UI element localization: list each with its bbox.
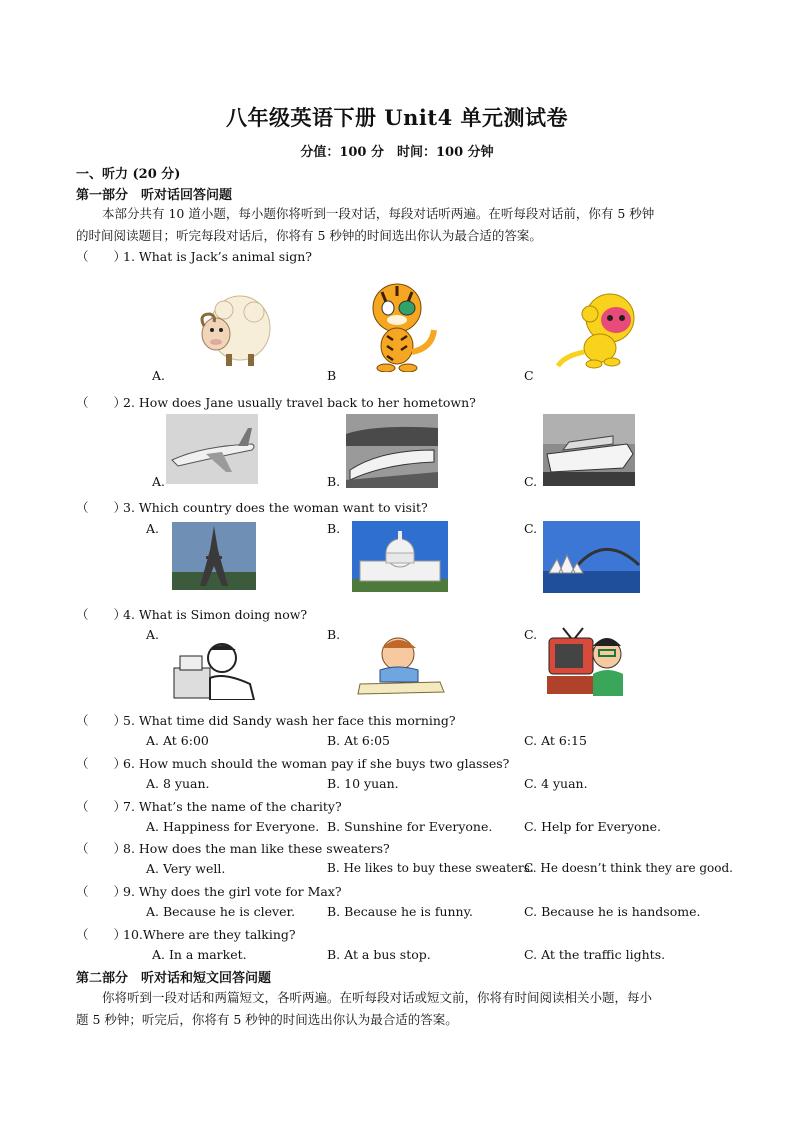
option-7c[interactable]: C. Help for Everyone. (524, 819, 662, 834)
question-text: 6. How much should the woman pay if she buys two glasses? (123, 756, 510, 771)
reading-picture (352, 630, 448, 698)
option-6c[interactable]: C. 4 yuan. (524, 776, 588, 791)
option-5a[interactable]: A. At 6:00 (146, 733, 209, 748)
question-10 (76, 925, 296, 943)
question-9 (76, 882, 342, 900)
monkey-picture (554, 290, 644, 370)
question-4 (76, 605, 307, 623)
question-text: 7. What’s the name of the charity? (123, 799, 342, 814)
option-10c[interactable]: C. At the traffic lights. (524, 947, 666, 962)
question-6 (76, 754, 509, 772)
answer-blank[interactable]: （ ） (76, 713, 127, 728)
answer-blank[interactable]: （ ） (76, 756, 127, 771)
option-4a[interactable]: A. (146, 627, 160, 642)
section-listening: 一、听力 (20 分) (76, 167, 181, 182)
option-7b[interactable]: B. Sunshine for Everyone. (327, 819, 493, 834)
option-8b[interactable]: B. He likes to buy these sweaters. (327, 861, 534, 875)
answer-blank[interactable]: （ ） (76, 249, 127, 264)
option-9a[interactable]: A. Because he is clever. (146, 904, 296, 919)
question-text: 1. What is Jack’s animal sign? (123, 249, 312, 264)
eiffel-tower-photo (172, 522, 256, 590)
part1-instructions-2: 的时间阅读题目；听完每段对话后，你将有 5 秒钟的时间选出你认为最合适的答案。 (76, 228, 542, 243)
option-4b[interactable]: B. (327, 627, 341, 642)
part1-instructions-1: 本部分共有 10 道小题，每小题你将听到一段对话，每段对话听两遍。在听每段对话前，你有 5 秒钟 (102, 206, 655, 221)
option-9b[interactable]: B. Because he is funny. (327, 904, 473, 919)
option-1c[interactable]: C (524, 368, 534, 383)
sydney-opera-house-photo (543, 521, 640, 593)
answer-blank[interactable]: （ ） (76, 500, 127, 515)
option-4c[interactable]: C. (524, 627, 538, 642)
ship-photo (543, 414, 635, 486)
option-5b[interactable]: B. At 6:05 (327, 733, 391, 748)
question-2 (76, 393, 476, 411)
option-3a[interactable]: A. (146, 521, 160, 536)
page-title: 八年级英语下册 Unit4 单元测试卷 (226, 105, 568, 130)
option-3c[interactable]: C. (524, 521, 538, 536)
question-text: 8. How does the man like these sweaters? (123, 841, 390, 856)
part1-heading: 第一部分 听对话回答问题 (76, 188, 233, 203)
answer-blank[interactable]: （ ） (76, 607, 127, 622)
score-time: 分值：100 分 时间：100 分钟 (300, 145, 494, 160)
question-8 (76, 839, 390, 857)
option-7a[interactable]: A. Happiness for Everyone. (146, 819, 320, 834)
airplane-photo (166, 414, 258, 484)
answer-blank[interactable]: （ ） (76, 395, 127, 410)
option-10b[interactable]: B. At a bus stop. (327, 947, 431, 962)
question-text: 10.Where are they talking? (123, 927, 296, 942)
question-3 (76, 498, 428, 516)
part2-instructions-2: 题 5 秒钟；听完后，你将有 5 秒钟的时间选出你认为最合适的答案。 (76, 1012, 458, 1027)
part2-heading: 第二部分 听对话和短文回答问题 (76, 971, 272, 986)
question-text: 9. Why does the girl vote for Max? (123, 884, 342, 899)
answer-blank[interactable]: （ ） (76, 884, 127, 899)
option-5c[interactable]: C. At 6:15 (524, 733, 587, 748)
question-1 (76, 247, 312, 265)
train-photo (346, 414, 438, 488)
option-2c[interactable]: C. (524, 474, 538, 489)
option-3b[interactable]: B. (327, 521, 341, 536)
answer-blank[interactable]: （ ） (76, 799, 127, 814)
question-text: 3. Which country does the woman want to visit? (123, 500, 428, 515)
tiger-picture (354, 280, 440, 372)
option-1b[interactable]: B (327, 368, 337, 383)
option-8a[interactable]: A. Very well. (146, 861, 226, 876)
option-6b[interactable]: B. 10 yuan. (327, 776, 399, 791)
question-5 (76, 711, 456, 729)
option-2a[interactable]: A. (152, 474, 166, 489)
part2-instructions-1: 你将听到一段对话和两篇短文，各听两遍。在听每段对话或短文前，你将有时间阅读相关小题，每小 (102, 990, 653, 1005)
answer-blank[interactable]: （ ） (76, 841, 127, 856)
sheep-picture (196, 290, 272, 370)
question-text: 4. What is Simon doing now? (123, 607, 308, 622)
option-1a[interactable]: A. (152, 368, 166, 383)
question-text: 5. What time did Sandy wash her face this morning? (123, 713, 456, 728)
answer-blank[interactable]: （ ） (76, 927, 127, 942)
question-7 (76, 797, 342, 815)
option-8c[interactable]: C. He doesn’t think they are good. (524, 861, 733, 875)
question-text: 2. How does Jane usually travel back to her hometown? (123, 395, 476, 410)
phone-call-picture (170, 638, 258, 700)
capitol-photo (352, 521, 448, 592)
option-6a[interactable]: A. 8 yuan. (146, 776, 210, 791)
option-10a[interactable]: A. In a market. (152, 947, 247, 962)
option-2b[interactable]: B. (327, 474, 341, 489)
watching-tv-picture (543, 624, 627, 698)
option-9c[interactable]: C. Because he is handsome. (524, 904, 701, 919)
